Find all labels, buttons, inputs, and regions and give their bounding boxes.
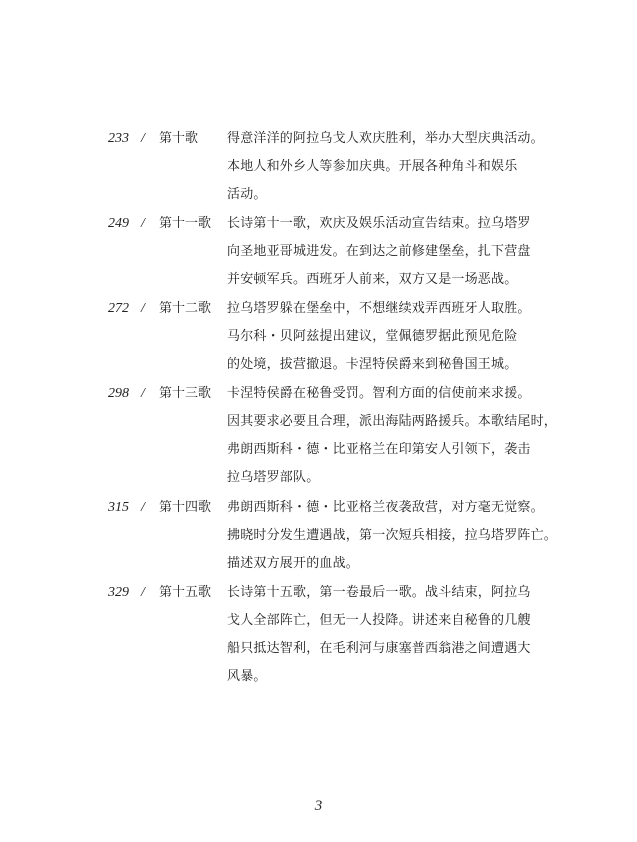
summary-line: 本地人和外乡人等参加庆典。开展各种角斗和娱乐 (227, 159, 518, 174)
canto-summary (227, 579, 557, 691)
page-reference: 298 (108, 386, 129, 401)
summary-line: 戈人全部阵亡，但无一人投降。讲述来自秘鲁的几艘 (227, 613, 531, 628)
summary-line: 活动。 (227, 187, 267, 202)
separator: / (141, 301, 145, 316)
separator: / (141, 216, 145, 231)
summary-line: 长诗第十一歌，欢庆及娱乐活动宣告结束。拉乌塔罗 (227, 216, 531, 231)
canto-title: 第十三歌 (159, 386, 212, 401)
summary-line: 得意洋洋的阿拉乌戈人欢庆胜利，举办大型庆典活动。 (227, 131, 544, 146)
separator: / (141, 386, 145, 401)
summary-line: 描述双方展开的血战。 (227, 556, 360, 571)
summary-line: 马尔科・贝阿兹提出建议，堂佩德罗据此预见危险 (227, 329, 518, 344)
summary-line: 拉乌塔罗躲在堡垒中，不想继续戏弄西班牙人取胜。 (227, 301, 531, 316)
page-reference: 249 (108, 216, 129, 231)
summary-line: 长诗第十五歌，第一卷最后一歌。战斗结束，阿拉乌 (227, 585, 531, 600)
page-reference: 233 (108, 131, 129, 146)
summary-line: 并安顿军兵。西班牙人前来，双方又是一场恶战。 (227, 272, 518, 287)
page-number: 3 (314, 798, 323, 814)
summary-line: 向圣地亚哥城进发。在到达之前修建堡垒，扎下营盘 (227, 244, 531, 259)
summary-line: 拉乌塔罗部队。 (227, 470, 320, 485)
summary-line: 因其要求必要且合理，派出海陆两路援兵。本歌结尾时， (227, 414, 558, 429)
summary-line: 拂晓时分发生遭遇战，第一次短兵相接，拉乌塔罗阵亡。 (227, 528, 558, 543)
canto-summary (227, 494, 557, 578)
canto-title: 第十二歌 (159, 301, 212, 316)
summary-line: 弗朗西斯科・德・比亚格兰在印第安人引领下，袭击 (227, 442, 531, 457)
page-reference: 315 (108, 500, 129, 515)
page-reference: 329 (108, 585, 129, 600)
canto-summary (227, 380, 557, 492)
canto-summary (227, 210, 557, 294)
canto-title: 第十四歌 (159, 500, 212, 515)
separator: / (141, 585, 145, 600)
canto-summary (227, 295, 557, 379)
summary-line: 船只抵达智利，在毛利河与康塞普西翁港之间遭遇大 (227, 641, 531, 656)
summary-line: 卡涅特侯爵在秘鲁受罚。智利方面的信使前来求援。 (227, 386, 531, 401)
canto-title: 第十五歌 (159, 585, 212, 600)
canto-title: 第十歌 (159, 131, 199, 146)
separator: / (141, 500, 145, 515)
summary-line: 风暴。 (227, 669, 267, 684)
page-reference: 272 (108, 301, 129, 316)
canto-summary (227, 125, 557, 209)
summary-line: 的处境，拔营撤退。卡涅特侯爵来到秘鲁国王城。 (227, 357, 518, 372)
separator: / (141, 131, 145, 146)
summary-line: 弗朗西斯科・德・比亚格兰夜袭敌营，对方毫无觉察。 (227, 500, 544, 515)
canto-title: 第十一歌 (159, 216, 212, 231)
